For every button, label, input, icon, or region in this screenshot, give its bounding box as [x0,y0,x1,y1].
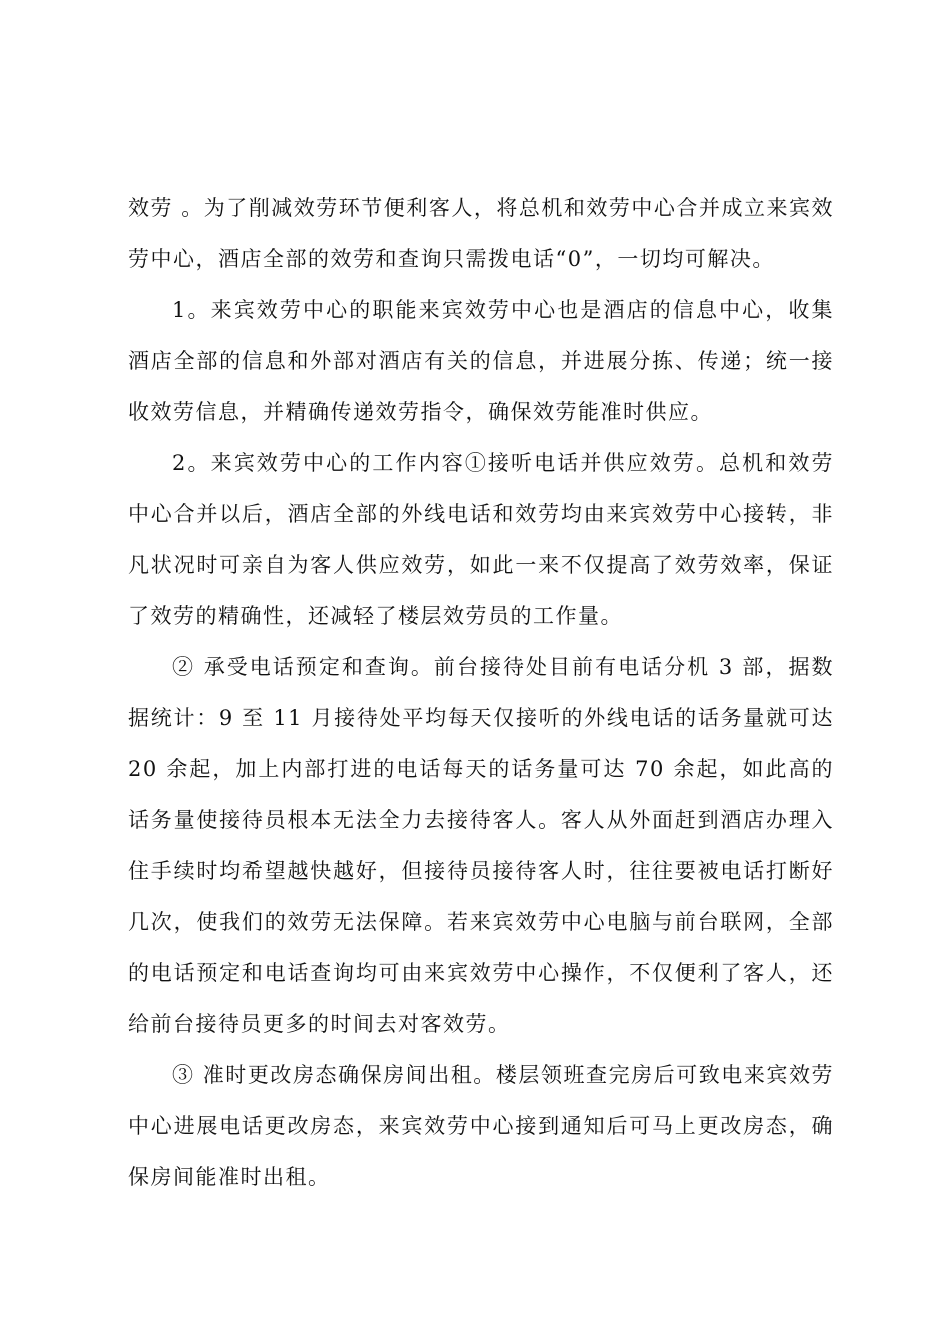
paragraph-room-status: ③ 准时更改房态确保房间出租。楼层领班查完房后可致电来宾效劳中心进展电话更改房态，来宾效劳中心接到通知后可马上更改房态，确保房间能准时出租。 [128,1063,834,1189]
paragraph-intro: 效劳 。为了削减效劳环节便利客人，将总机和效劳中心合并成立来宾效劳中心，酒店全部的效劳和查询只需拨电话“0”，一切均可解决。 [128,196,834,271]
paragraph-1-functions: 1。来宾效劳中心的职能来宾效劳中心也是酒店的信息中心，收集酒店全部的信息和外部对酒店有关的信息，并进展分拣、传递；统一接收效劳信息，并精确传递效劳指令，确保效劳能准时供应。 [128,298,834,424]
body-text [128,183,834,1203]
paragraph-2-work-content: 2。来宾效劳中心的工作内容①接听电话并供应效劳。总机和效劳中心合并以后，酒店全部的外线电话和效劳均由来宾效劳中心接转，非凡状况时可亲自为客人供应效劳，如此一来不仅提高了效劳效率，保证了效劳的精确性，还减轻了楼层效劳员的工作量。 [128,451,834,628]
paragraph-reservation-inquiry: ② 承受电话预定和查询。前台接待处目前有电话分机 3 部，据数据统计：9 至 11 月接待处平均每天仅接听的外线电话的话务量就可达 20 余起，加上内部打进的电话每天的话务量可达 70 余起，如此高的话务量使接待员根本无法全力去接待客人。客人从外面赶到酒店办理入住手续时均希望越快越好，但接待员接待客人时，往往要被电话打断好几次，使我们的效劳无法保障。若来宾效劳中心电脑与前台联网，全部的电话预定和电话查询均可由来宾效劳中心操作，不仅便利了客人，还给前台接待员更多的时间去对客效劳。 [128,655,834,1036]
